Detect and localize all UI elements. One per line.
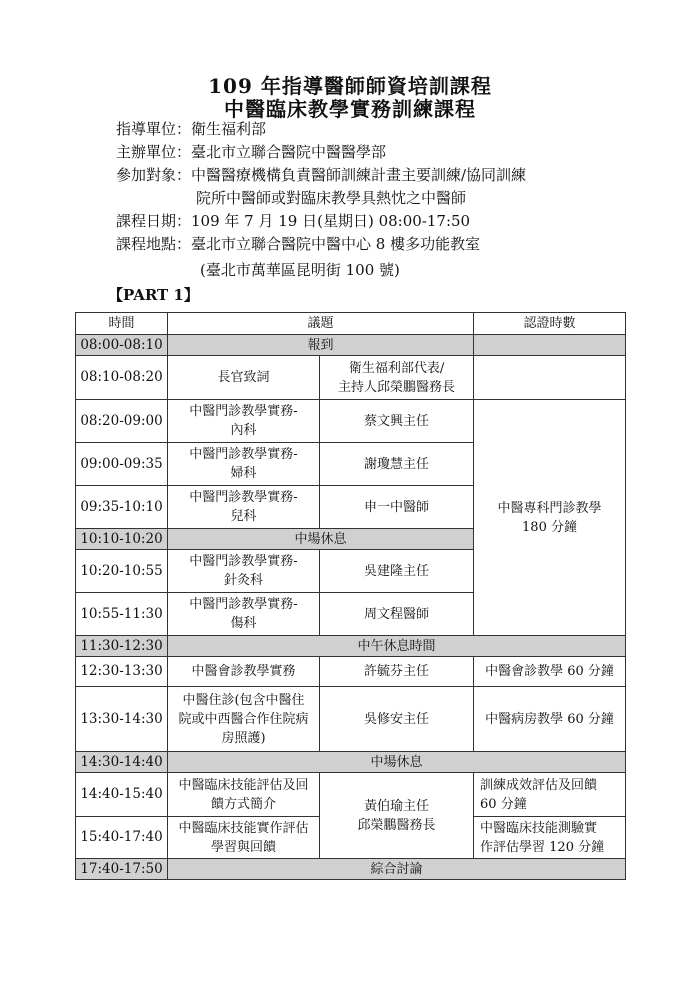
topic-line: 中醫門診教學實務- [189, 404, 298, 419]
page-title: 109 年指導醫師師資培訓課程 [208, 74, 492, 98]
topic-line: 兒科 [230, 509, 257, 524]
speaker-cell: 蔡文興主任 [320, 400, 474, 443]
header-topic: 議題 [168, 313, 474, 335]
credit-line: 中醫專科門診教學 [497, 500, 602, 516]
table-row [76, 859, 626, 880]
table-row [76, 687, 626, 752]
time-cell: 10:10-10:20 [76, 529, 168, 550]
credit-line: 作評估學習 120 分鐘 [480, 839, 605, 855]
time-cell: 08:10-08:20 [76, 356, 168, 400]
topic-line: 中醫門診教學實務- [189, 447, 298, 462]
topic-cell: 報到 [168, 335, 474, 356]
credit-cell [474, 773, 626, 817]
topic-cell [168, 400, 320, 443]
time-cell: 08:00-08:10 [76, 335, 168, 356]
speaker-cell: 申一中醫師 [320, 486, 474, 529]
topic-line: 中醫門診教學實務- [189, 490, 298, 505]
topic-cell [168, 443, 320, 486]
date-line: 課程日期：109 年 7 月 19 日(星期日) 08:00-17:50 [116, 212, 471, 230]
time-cell: 13:30-14:30 [76, 687, 168, 752]
time-cell: 15:40-17:40 [76, 817, 168, 859]
topic-line: 針灸科 [223, 573, 263, 588]
time-cell: 17:40-17:50 [76, 859, 168, 880]
participants-continuation: 院所中醫師或對臨床教學具熱忱之中醫師 [196, 189, 467, 207]
topic-cell [168, 550, 320, 593]
table-row [76, 657, 626, 687]
speaker-line: 衛生福利部代表/ [348, 360, 445, 376]
speaker-line: 黃伯瑜主任 [364, 798, 430, 814]
topic-line: 中醫門診教學實務- [189, 554, 298, 569]
time-cell: 10:20-10:55 [76, 550, 168, 593]
header-credit: 認證時數 [474, 313, 626, 335]
time-cell: 14:30-14:40 [76, 752, 168, 773]
topic-line: 房照護) [221, 730, 266, 746]
table-row [76, 636, 626, 657]
topic-cell: 中午休息時間 [168, 636, 626, 657]
credit-line: 中醫臨床技能測驗實 [480, 820, 598, 836]
table-row [76, 400, 626, 443]
time-cell: 10:55-11:30 [76, 593, 168, 636]
time-cell: 09:00-09:35 [76, 443, 168, 486]
credit-cell [474, 817, 626, 859]
header-time: 時間 [76, 313, 168, 335]
time-cell: 11:30-12:30 [76, 636, 168, 657]
topic-line: 學習與回饋 [210, 839, 276, 855]
speaker-line: 邱榮鵬醫務長 [357, 817, 436, 833]
credit-cell: 中醫會診教學 60 分鐘 [474, 657, 626, 687]
skills-speaker-cell [320, 773, 474, 859]
credit-cell [474, 356, 626, 400]
speaker-cell: 許毓芬主任 [320, 657, 474, 687]
topic-cell: 中場休息 [168, 752, 626, 773]
page-subtitle: 中醫臨床教學實務訓練課程 [224, 97, 476, 121]
table-row [76, 752, 626, 773]
topic-cell: 中場休息 [168, 529, 474, 550]
credit-cell: 中醫病房教學 60 分鐘 [474, 687, 626, 752]
topic-cell: 長官致詞 [168, 356, 320, 400]
organizer-line: 指導單位：衛生福利部 [116, 120, 267, 138]
topic-cell [168, 486, 320, 529]
clinic-credit-cell [474, 400, 626, 636]
table-header-row [76, 313, 626, 335]
speaker-cell: 周文程醫師 [320, 593, 474, 636]
location-address: (臺北市萬華區昆明街 100 號) [200, 261, 400, 279]
location-line: 課程地點：臺北市立聯合醫院中醫中心 8 樓多功能教室 [116, 235, 481, 253]
host-line: 主辦單位：臺北市立聯合醫院中醫醫學部 [116, 143, 387, 161]
topic-cell [168, 817, 320, 859]
topic-line: 中醫住診(包含中醫住 [182, 692, 305, 708]
topic-line: 饋方式簡介 [210, 796, 276, 812]
topic-line: 中醫臨床技能評估及回 [178, 777, 309, 793]
topic-line: 中醫臨床技能實作評估 [178, 820, 309, 836]
credit-line: 訓練成效評估及回饋 [480, 777, 598, 793]
participants-line: 參加對象：中醫醫療機構負責醫師訓練計畫主要訓練/協同訓練 [116, 166, 527, 184]
topic-cell [168, 773, 320, 817]
credit-line: 180 分鐘 [522, 519, 577, 535]
topic-line: 內科 [230, 423, 257, 438]
credit-cell [474, 335, 626, 356]
topic-cell [168, 593, 320, 636]
part-label: 【PART 1】 [108, 286, 199, 304]
time-cell: 14:40-15:40 [76, 773, 168, 817]
topic-line: 傷科 [230, 616, 257, 631]
speaker-cell: 吳修安主任 [320, 687, 474, 752]
schedule-table [75, 312, 626, 880]
speaker-cell: 吳建隆主任 [320, 550, 474, 593]
speaker-line: 主持人邱榮鵬醫務長 [338, 379, 456, 395]
table-row [76, 356, 626, 400]
topic-cell [168, 687, 320, 752]
topic-line: 院或中西醫合作住院病 [178, 711, 309, 727]
topic-cell: 中醫會診教學實務 [168, 657, 320, 687]
table-row [76, 773, 626, 817]
topic-cell: 綜合討論 [168, 859, 626, 880]
time-cell: 08:20-09:00 [76, 400, 168, 443]
credit-line: 60 分鐘 [480, 796, 527, 812]
table-row [76, 335, 626, 356]
topic-line: 中醫門診教學實務- [189, 597, 298, 612]
speaker-cell: 謝瓊慧主任 [320, 443, 474, 486]
topic-line: 婦科 [230, 466, 257, 481]
speaker-cell [320, 356, 474, 400]
time-cell: 12:30-13:30 [76, 657, 168, 687]
time-cell: 09:35-10:10 [76, 486, 168, 529]
